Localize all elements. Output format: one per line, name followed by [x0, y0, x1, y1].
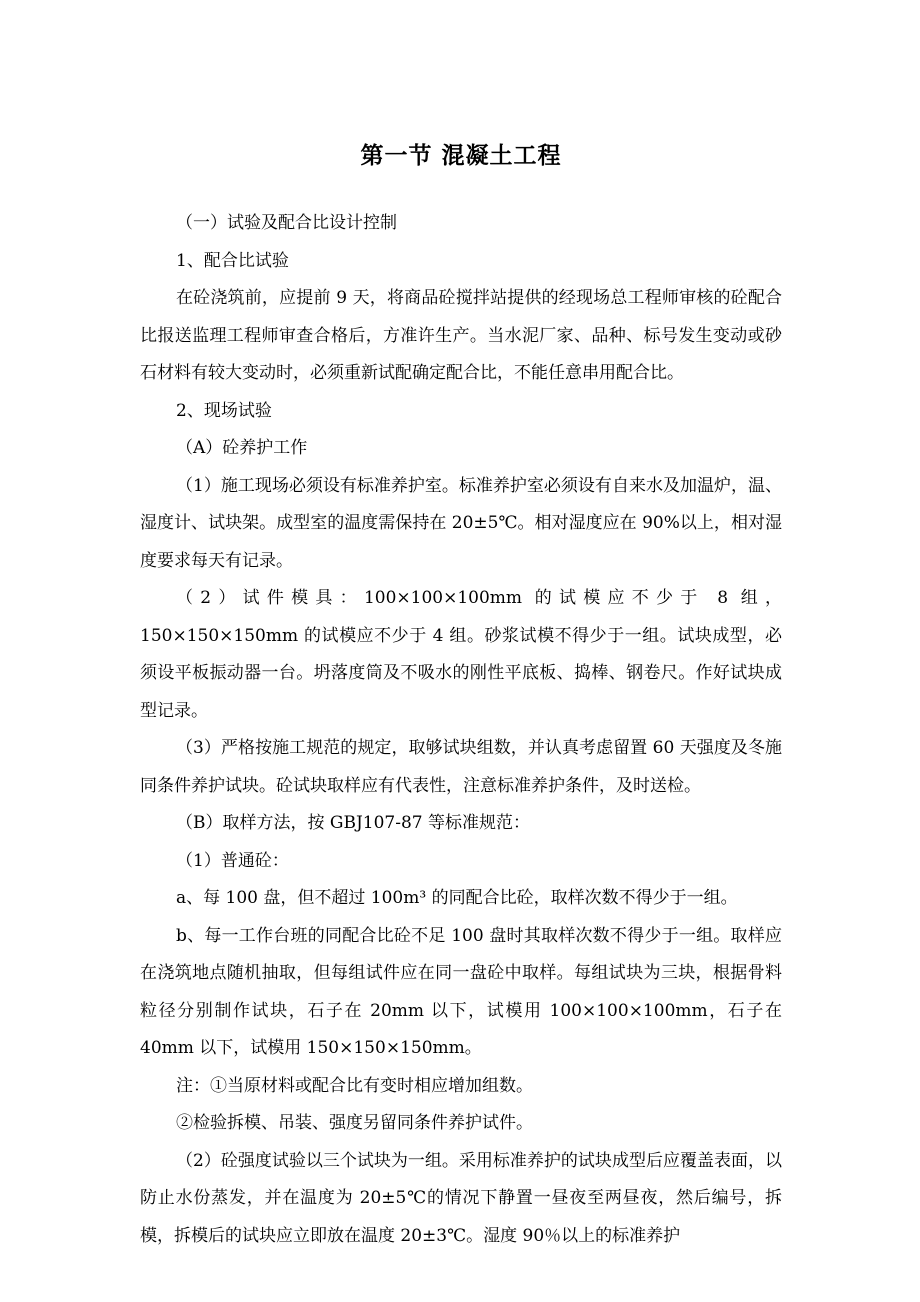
paragraph: ②检验拆模、吊装、强度另留同条件养护试件。 — [176, 1113, 533, 1133]
paragraph: （1）普通砼： — [176, 850, 289, 871]
paragraph: b、每一工作台班的同配合比砼不足 100 盘时其取样次数不得少于一组。取样应在浇筑地点随机抽取，但每组试件应在同一盘砼中取样。每组试块为三块，根据骨料粒径分别制作试块，石子在 20mm 以下，试模用 100×100×100mm，石子在 40mm 以下，试模用 150×150×150mm。 — [140, 925, 782, 1058]
paragraph: 在砼浇筑前，应提前 9 天，将商品砼搅拌站提供的经现场总工程师审核的砼配合比报送监理工程师审查合格后，方准许生产。当水泥厂家、品种、标号发生变动或砂石材料有较大变动时，必须重新试配确定配合比，不能任意串用配合比。 — [140, 288, 782, 383]
paragraph: （3）严格按施工规范的规定，取够试块组数，并认真考虑留置 60 天强度及冬施同条件养护试块。砼试块取样应有代表性，注意标准养护条件，及时送检。 — [140, 738, 782, 796]
paragraph: （一）试验及配合比设计控制 — [176, 213, 397, 233]
paragraph: （2）砼强度试验以三个试块为一组。采用标准养护的试块成型后应覆盖表面，以防止水份蒸发，并在温度为 20±5℃的情况下静置一昼夜至两昼夜，然后编号，拆模，拆模后的试块应立即放在温度 20±3℃。湿度 90％以上的标准养护 — [140, 1150, 782, 1246]
paragraph: a、每 100 盘，但不超过 100m³ 的同配合比砼，取样次数不得少于一组。 — [176, 888, 738, 908]
paragraph: （B）取样方法，按 GBJ107-87 等标准规范： — [176, 813, 531, 833]
paragraph: 注：①当原材料或配合比有变时相应增加组数。 — [176, 1075, 533, 1096]
paragraph: 1、配合比试验 — [176, 250, 289, 271]
paragraph: （2）试件模具：100×100×100mm 的试模应不少于 8 组，150×150×150mm 的试模应不少于 4 组。砂浆试模不得少于一组。试块成型，必须设平板振动器一台。坍落度筒及不吸水的刚性平底板、捣棒、钢卷尺。作好试块成型记录。 — [140, 588, 782, 721]
paragraph: 2、现场试验 — [176, 400, 272, 421]
paragraph: （1）施工现场必须设有标准养护室。标准养护室必须设有自来水及加温炉，温、湿度计、试块架。成型室的温度需保持在 20±5℃。相对湿度应在 90%以上，相对湿度要求每天有记录。 — [140, 475, 782, 571]
document-body — [140, 205, 782, 1255]
page-title: 第一节 混凝土工程 — [360, 143, 562, 169]
paragraph: （A）砼养护工作 — [176, 438, 308, 458]
